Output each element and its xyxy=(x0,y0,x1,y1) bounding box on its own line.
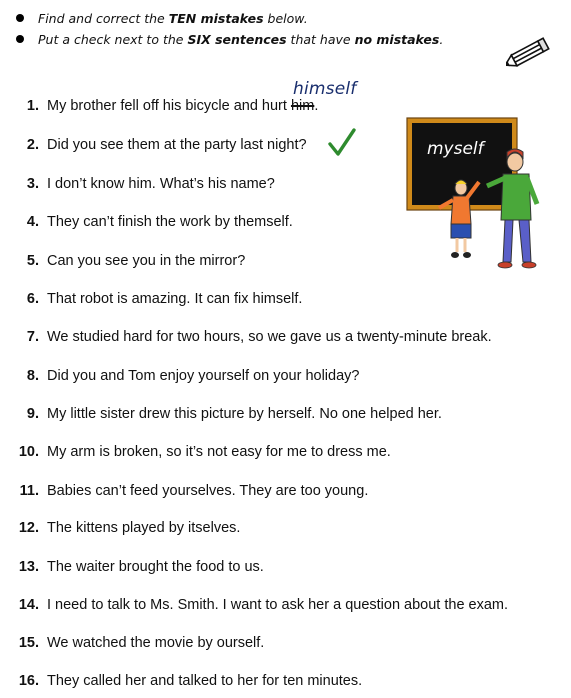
sentence-text: I need to talk to Ms. Smith. I want to ask her a question about the exam. xyxy=(47,597,509,613)
sentence-text: That robot is amazing. It can fix himself. xyxy=(47,291,303,307)
item-number: 3. xyxy=(26,176,39,192)
sentence-text: I don’t know him. What’s his name? xyxy=(47,176,275,192)
item-number: 14. xyxy=(18,597,39,613)
instruction-text: . xyxy=(439,32,444,47)
item-number: 5. xyxy=(26,253,39,269)
sentence-text xyxy=(47,96,318,116)
sentence-text: The kittens played by itselves. xyxy=(47,520,241,536)
item-number: 4. xyxy=(26,214,39,230)
item-number: 2. xyxy=(26,137,39,153)
sentence-part: . xyxy=(314,98,319,114)
struck-word: him xyxy=(290,98,315,114)
sentence-text: Did you see them at the party last night? xyxy=(47,137,307,153)
item-number: 7. xyxy=(26,329,39,345)
sentence-part: My brother fell off his bicycle and hurt xyxy=(47,98,291,114)
sentence-text: Babies can’t feed yourselves. They are too young. xyxy=(47,483,369,499)
sentence-text: Did you and Tom enjoy yourself on your holiday? xyxy=(47,368,360,384)
item-number: 8. xyxy=(26,368,39,384)
item-number: 13. xyxy=(18,559,39,575)
item-number: 15. xyxy=(18,635,39,651)
instruction-text: Find and correct the xyxy=(38,11,169,26)
instruction-text: below. xyxy=(263,11,308,26)
sentence-text: The waiter brought the food to us. xyxy=(47,559,264,575)
item-number: 12. xyxy=(18,520,39,536)
sentence-text: My arm is broken, so it’s not easy for me to dress me. xyxy=(47,444,391,460)
item-number: 11. xyxy=(19,483,39,499)
instruction-emphasis: SIX sentences xyxy=(187,32,287,47)
item-number: 10. xyxy=(18,444,39,460)
item-number: 9. xyxy=(26,406,39,422)
sentence-text: We studied hard for two hours, so we gave us a twenty-minute break. xyxy=(47,329,492,345)
instruction-text: Put a check next to the xyxy=(38,32,188,47)
item-number: 6. xyxy=(26,291,39,307)
sentence-text: They can’t finish the work by themself. xyxy=(47,214,293,230)
instruction-emphasis: TEN mistakes xyxy=(168,11,264,26)
item-number: 16. xyxy=(18,673,39,689)
sentence-text: We watched the movie by ourself. xyxy=(47,635,265,651)
sentence-text: My little sister drew this picture by herself. No one helped her. xyxy=(47,406,442,422)
instruction-emphasis: no mistakes xyxy=(354,32,440,47)
board-word: myself xyxy=(427,139,484,159)
sentence-text: They called her and talked to her for ten minutes. xyxy=(47,673,363,689)
instruction-text: that have xyxy=(286,32,355,47)
handwritten-correction: himself xyxy=(293,79,357,99)
item-number: 1. xyxy=(26,98,39,114)
sentence-text: Can you see you in the mirror? xyxy=(47,253,246,269)
